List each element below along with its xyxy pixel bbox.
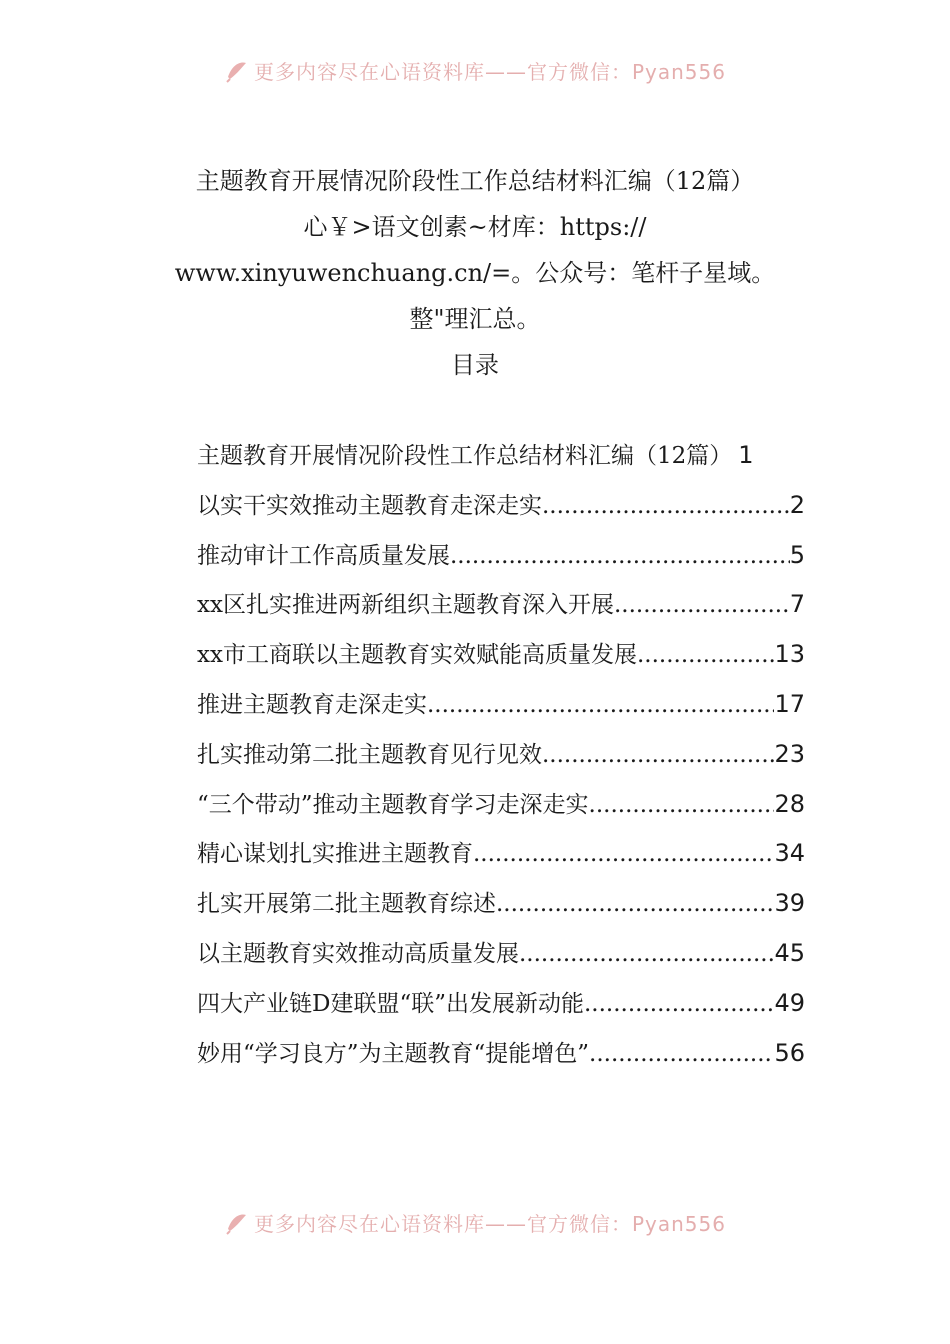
toc-leader-dots	[450, 543, 790, 569]
toc-entry-title: 扎实开展第二批主题教育综述	[197, 891, 496, 918]
toc-entry-page: 49	[774, 988, 805, 1017]
toc-entry[interactable]	[197, 935, 805, 985]
toc-entry[interactable]	[197, 537, 805, 587]
toc-entry-title: 以实干实效推动主题教育走深走实	[197, 492, 542, 519]
source-note-line: 整"理汇总。	[409, 305, 541, 333]
toc-entry-page: 13	[774, 640, 805, 669]
document-title: 主题教育开展情况阶段性工作总结材料汇编（12篇）	[195, 167, 755, 195]
table-of-contents	[197, 437, 805, 1084]
toc-leader-dots	[589, 792, 775, 818]
toc-leader-dots	[542, 742, 774, 768]
toc-entry-page: 2	[789, 490, 805, 519]
toc-leader-dots	[427, 692, 774, 718]
toc-entry-page: 17	[774, 689, 805, 718]
toc-entry-page: 56	[774, 1038, 805, 1067]
toc-entry[interactable]	[197, 586, 805, 636]
toc-entry-page: 39	[774, 889, 805, 918]
toc-leader-dots	[473, 841, 774, 867]
toc-entry[interactable]	[197, 1035, 805, 1085]
toc-entry[interactable]	[197, 636, 805, 686]
toc-entry-title: 四大产业链D建联盟“联”出发展新动能	[197, 990, 584, 1017]
toc-leader-dots	[584, 991, 774, 1017]
watermark-bottom	[0, 1207, 950, 1237]
toc-leader-dots	[614, 592, 790, 618]
watermark-text: 更多内容尽在心语资料库——官方微信：Pyan556	[253, 1211, 726, 1236]
toc-entry-page: 7	[789, 590, 805, 619]
toc-leader-dots	[637, 642, 775, 668]
source-url-line: www.xinyuwenchuang.cn/=。公众号：笔杆子星域。	[174, 259, 776, 287]
toc-entry-title: 精心谋划扎实推进主题教育	[197, 841, 473, 868]
toc-entry-title: 以主题教育实效推动高质量发展	[197, 940, 519, 967]
toc-entry-page: 34	[774, 839, 805, 868]
toc-entry-page: 23	[774, 739, 805, 768]
toc-entry-title: 扎实推动第二批主题教育见行见效	[197, 741, 542, 768]
toc-leader-dots	[589, 1041, 774, 1067]
toc-entry-title: xx市工商联以主题教育实效赋能高质量发展	[197, 642, 637, 669]
source-line: 心￥>语文创素~材库：https://	[303, 213, 647, 241]
toc-entry[interactable]	[197, 736, 805, 786]
watermark-text: 更多内容尽在心语资料库——官方微信：Pyan556	[253, 59, 726, 84]
toc-entry[interactable]	[197, 835, 805, 885]
toc-entry[interactable]	[197, 985, 805, 1035]
watermark-top	[0, 55, 950, 85]
toc-leader-dots	[519, 941, 774, 967]
toc-entry[interactable]	[197, 686, 805, 736]
toc-leader-dots	[542, 493, 790, 519]
toc-entry-page: 28	[774, 789, 805, 818]
toc-entry-title: “三个带动”推动主题教育学习走深走实	[197, 791, 589, 818]
toc-entry-title: 主题教育开展情况阶段性工作总结材料汇编（12篇）	[197, 443, 733, 469]
toc-entry[interactable]	[197, 487, 805, 537]
toc-entry[interactable]	[197, 437, 805, 487]
pen-logo-icon	[224, 57, 250, 83]
toc-entry-title: 推动审计工作高质量发展	[197, 542, 450, 569]
toc-entry-title: 推进主题教育走深走实	[197, 691, 427, 718]
toc-entry-page: 1	[738, 441, 754, 469]
toc-leader-dots	[496, 891, 774, 917]
toc-entry-page: 45	[774, 938, 805, 967]
pen-logo-icon	[224, 1209, 250, 1235]
document-header	[0, 158, 950, 388]
toc-entry-title: 妙用“学习良方”为主题教育“提能增色”	[197, 1040, 590, 1067]
toc-entry[interactable]	[197, 786, 805, 836]
toc-entry[interactable]	[197, 885, 805, 935]
toc-entry-title: xx区扎实推进两新组织主题教育深入开展	[197, 592, 614, 619]
toc-entry-page: 5	[789, 540, 805, 569]
toc-heading: 目录	[451, 351, 499, 379]
